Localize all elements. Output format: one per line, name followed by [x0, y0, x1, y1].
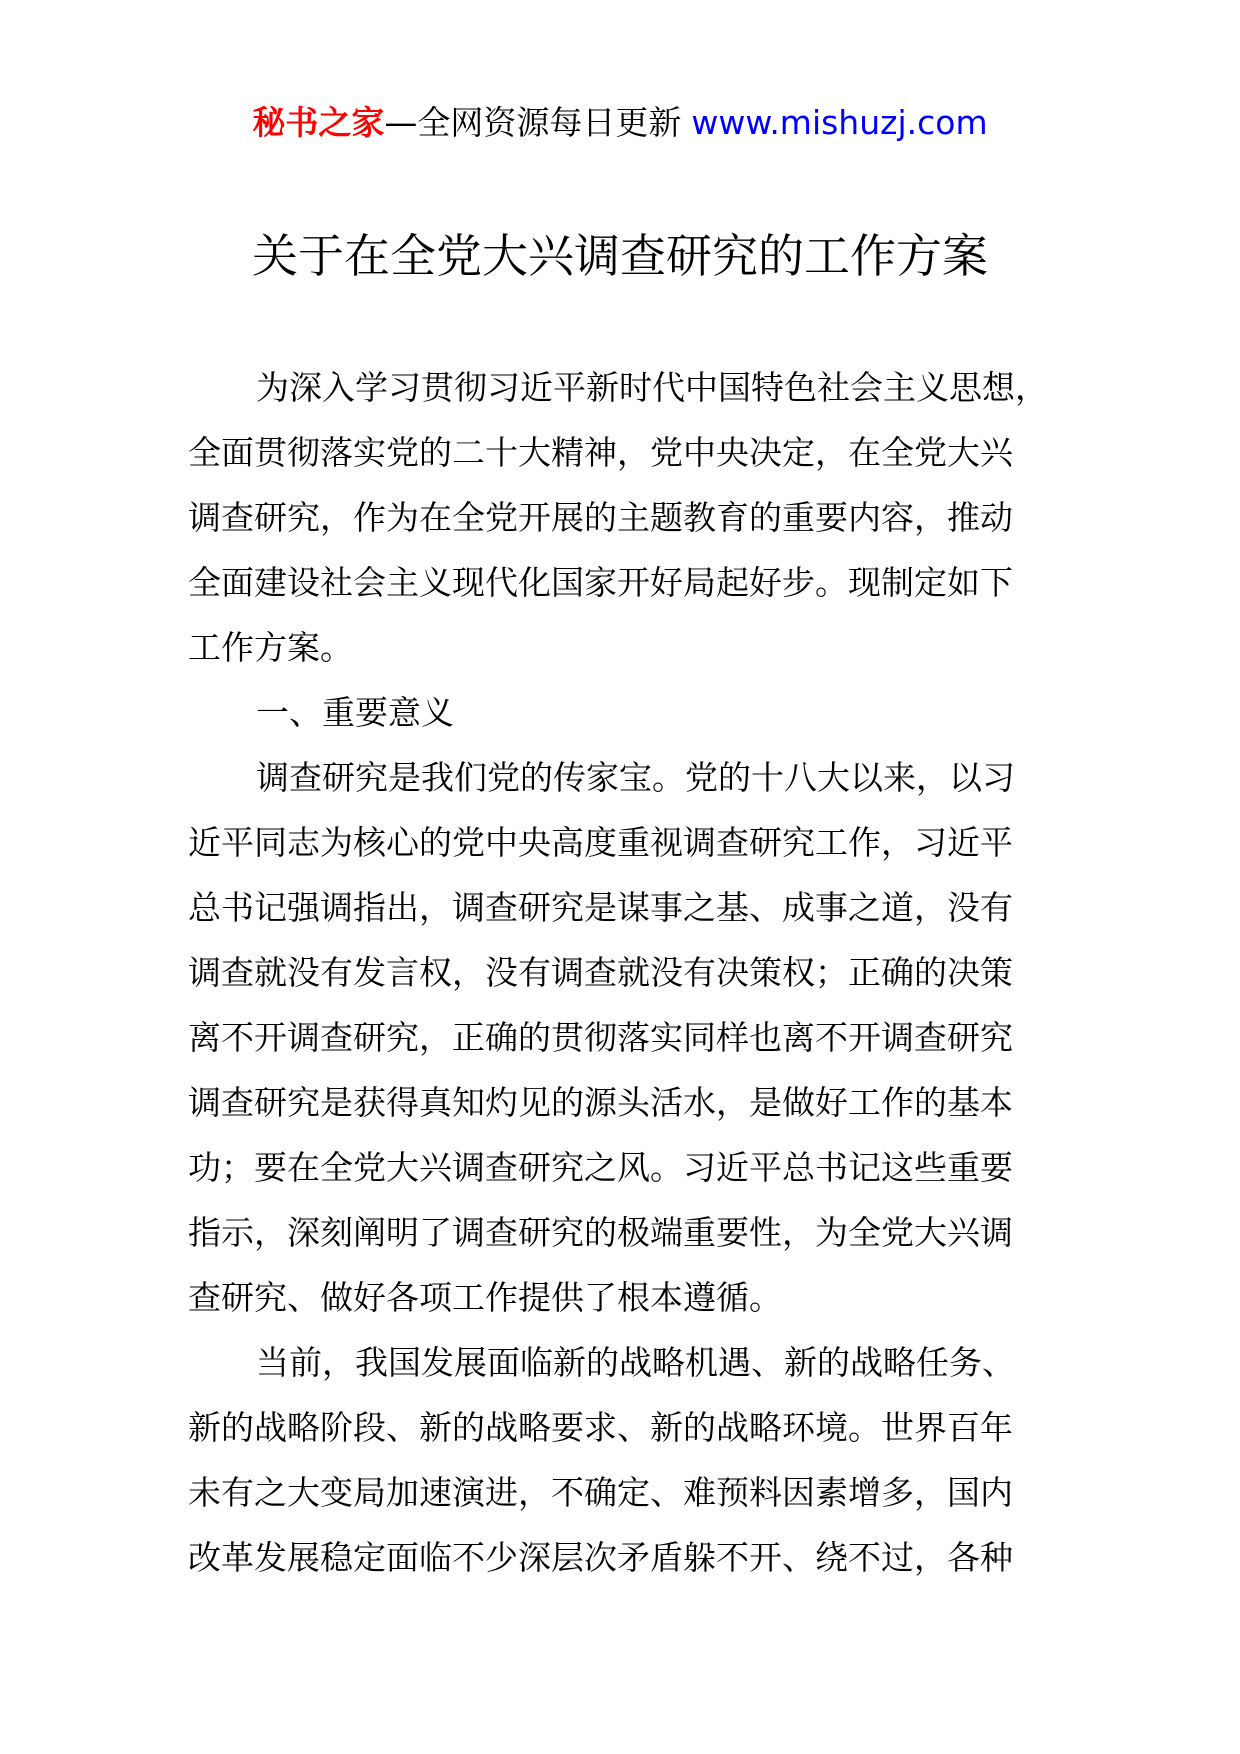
paragraph-significance-line: 指示，深刻阐明了调查研究的极端重要性，为全党大兴调: [188, 1213, 1013, 1252]
site-header: [0, 98, 1240, 148]
paragraph-current-line: 未有之大变局加速演进，不确定、难预料因素增多，国内: [188, 1473, 1013, 1512]
site-tagline: —全网资源每日更新: [384, 103, 682, 142]
paragraph-current-line: 改革发展稳定面临不少深层次矛盾躲不开、绕不过，各种: [188, 1538, 1013, 1577]
paragraph-current-line: 当前，我国发展面临新的战略机遇、新的战略任务、: [256, 1343, 1015, 1382]
paragraph-significance-line: 总书记强调指出，调查研究是谋事之基、成事之道，没有: [188, 888, 1013, 927]
paragraph-significance-line: 近平同志为核心的党中央高度重视调查研究工作，习近平: [188, 823, 1013, 862]
site-url-link[interactable]: www.mishuzj.com: [691, 103, 988, 142]
paragraph-intro-line: 全面建设社会主义现代化国家开好局起好步。现制定如下: [188, 563, 1013, 602]
paragraph-intro-line: 调查研究，作为在全党开展的主题教育的重要内容，推动: [188, 498, 1013, 537]
paragraph-significance-line: 离不开调查研究，正确的贯彻落实同样也离不开调查研究: [188, 1018, 1013, 1057]
paragraph-intro-line: 为深入学习贯彻习近平新时代中国特色社会主义思想，: [256, 368, 1048, 407]
paragraph-current-line: 新的战略阶段、新的战略要求、新的战略环境。世界百年: [188, 1408, 1013, 1447]
document-title: 关于在全党大兴调查研究的工作方案: [252, 229, 988, 283]
paragraph-intro-line: 工作方案。: [188, 628, 353, 667]
paragraph-intro-line: 全面贯彻落实党的二十大精神，党中央决定，在全党大兴: [188, 433, 1013, 472]
paragraph-significance-line: 调查研究是获得真知灼见的源头活水，是做好工作的基本: [188, 1083, 1013, 1122]
section-heading: 一、重要意义: [256, 693, 454, 732]
paragraph-significance-line: 查研究、做好各项工作提供了根本遵循。: [188, 1278, 782, 1317]
site-brand: 秘书之家: [252, 103, 385, 142]
paragraph-significance-line: 调查研究是我们党的传家宝。党的十八大以来，以习: [256, 758, 1015, 797]
paragraph-significance-line: 调查就没有发言权，没有调查就没有决策权；正确的决策: [188, 953, 1013, 992]
paragraph-significance-line: 功；要在全党大兴调查研究之风。习近平总书记这些重要: [188, 1148, 1013, 1187]
document-body: [188, 355, 1088, 1590]
